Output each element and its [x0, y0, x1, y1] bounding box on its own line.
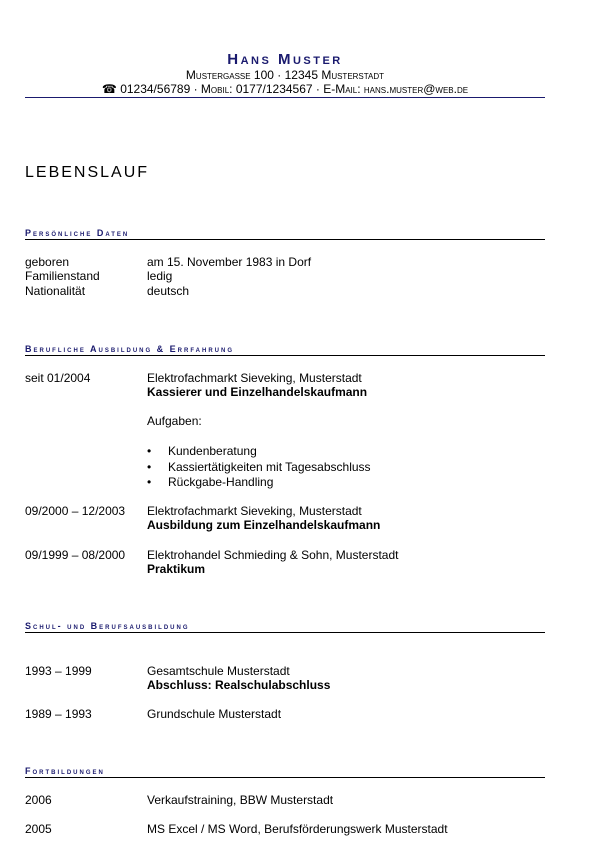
- career-date: 09/1999 – 08/2000: [25, 548, 126, 562]
- career-role: Kassierer und Einzelhandelskaufmann: [147, 385, 368, 399]
- section-title-career: Berufliche Ausbildung & Errfahrung: [25, 344, 234, 354]
- contact-details: 01234/56789 · Mobil: 0177/1234567 · E-Mail: hans.muster@web.de: [120, 82, 469, 96]
- training-date: 2006: [25, 793, 52, 807]
- school-detail: Abschluss: Realschulabschluss: [147, 678, 331, 692]
- training-text: Verkaufstraining, BBW Musterstadt: [147, 793, 334, 807]
- school-place: Grundschule Musterstadt: [147, 707, 282, 721]
- career-date: seit 01/2004: [25, 371, 91, 385]
- section-title-training: Fortbildungen: [25, 766, 105, 776]
- tasks-label: Aufgaben:: [147, 414, 202, 428]
- personal-label: Nationalität: [25, 284, 86, 298]
- section-title-school: Schul- und Berufsausbildung: [25, 621, 190, 631]
- bullet-icon: •: [147, 460, 152, 474]
- career-date: 09/2000 – 12/2003: [25, 504, 126, 518]
- personal-value: ledig: [147, 269, 173, 283]
- personal-label: geboren: [25, 255, 70, 269]
- career-place: Elektrofachmarkt Sieveking, Musterstadt: [147, 504, 362, 518]
- school-date: 1989 – 1993: [25, 707, 92, 721]
- career-role: Ausbildung zum Einzelhandelskaufmann: [147, 518, 381, 532]
- section-title-personal: Persönliche Daten: [25, 228, 130, 238]
- training-date: 2005: [25, 822, 52, 836]
- school-place: Gesamtschule Musterstadt: [147, 664, 290, 678]
- personal-label: Familienstand: [25, 269, 100, 283]
- applicant-address: Mustergasse 100 · 12345 Musterstadt: [185, 68, 385, 82]
- personal-value: deutsch: [147, 284, 190, 298]
- career-place: Elektrofachmarkt Sieveking, Musterstadt: [147, 371, 362, 385]
- task-item: Kassiertätigkeiten mit Tagesabschluss: [168, 460, 371, 474]
- bullet-icon: •: [147, 475, 152, 489]
- header-divider: [25, 97, 545, 98]
- training-text: MS Excel / MS Word, Berufsförderungswerk Musterstadt: [147, 822, 448, 836]
- task-item: Kundenberatung: [168, 444, 257, 458]
- applicant-name: Hans Muster: [227, 51, 343, 68]
- section-divider: [25, 632, 545, 633]
- career-role: Praktikum: [147, 562, 206, 576]
- task-item: Rückgabe-Handling: [168, 475, 274, 489]
- applicant-contact: [0, 82, 570, 96]
- document-title: LEBENSLAUF: [25, 164, 150, 181]
- section-divider: [25, 777, 545, 778]
- section-divider: [25, 355, 545, 356]
- personal-value: am 15. November 1983 in Dorf: [147, 255, 312, 269]
- career-place: Elektrohandel Schmieding & Sohn, Musterstadt: [147, 548, 399, 562]
- phone-icon: ☎: [101, 82, 117, 96]
- school-date: 1993 – 1999: [25, 664, 92, 678]
- section-divider: [25, 239, 545, 240]
- bullet-icon: •: [147, 444, 152, 458]
